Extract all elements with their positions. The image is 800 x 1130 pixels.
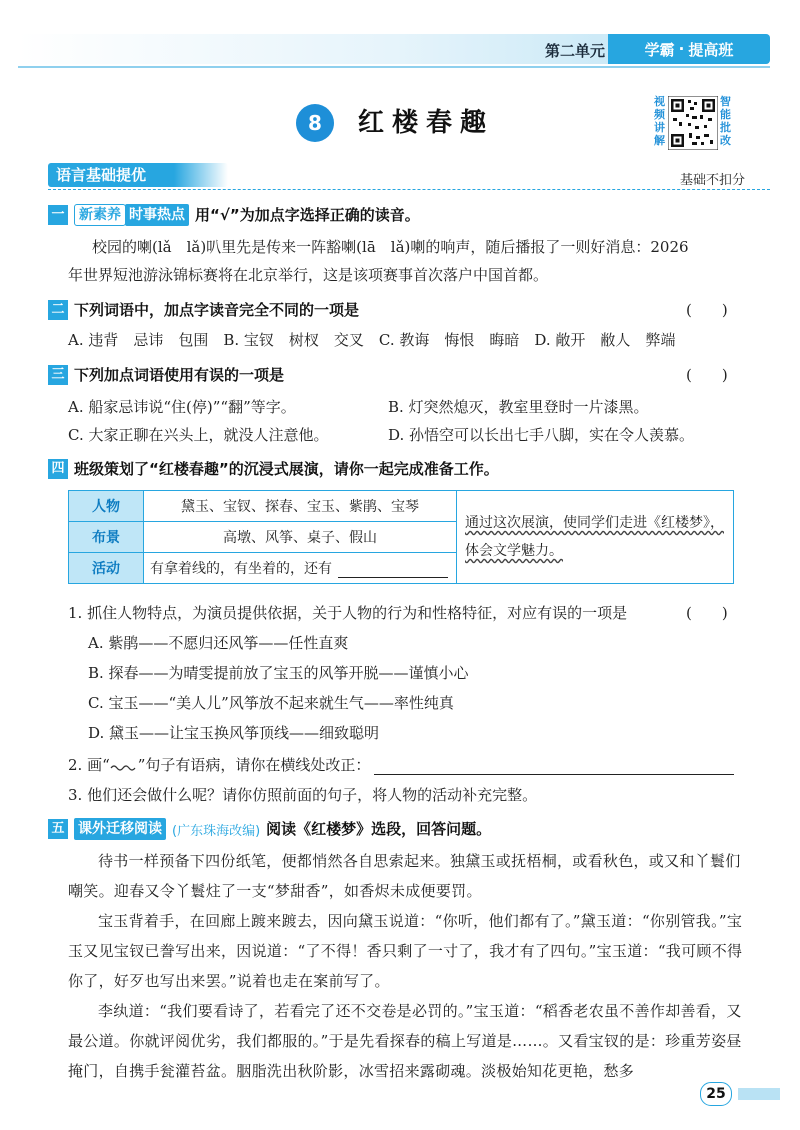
unit-label: 第二单元 bbox=[544, 42, 605, 60]
q2-header bbox=[48, 299, 359, 321]
q1-header bbox=[48, 204, 420, 226]
reading-paragraph-1: 待书一样预备下四份纸笔，便都悄然各自思索起来。独黛玉或抚梧桐，或看秋色，或又和丫鬟们嘲笑。迎春又令丫鬟炷了一支“梦甜香”，如香烬未成便要罚。 bbox=[68, 852, 741, 900]
lesson-number-badge: 8 bbox=[296, 104, 334, 142]
exhibition-table bbox=[68, 490, 734, 584]
q4-prompt: 班级策划了“红楼春趣”的沉浸式展演，请你一起完成准备工作。 bbox=[74, 460, 499, 478]
section-right-note: 基础不扣分 bbox=[680, 173, 746, 188]
q4-sub2-answer-line[interactable] bbox=[374, 756, 734, 775]
table-cell-characters: 黛玉、宝钗、探春、宝玉、紫鹃、宝琴 bbox=[144, 491, 457, 522]
q4-sub1-option-c: C. 宝玉——“美人儿”风筝放不起来就生气——率性纯真 bbox=[88, 694, 454, 712]
section-title: 语言基础提优 bbox=[48, 163, 228, 187]
q2-prompt: 下列词语中，加点字读音完全不同的一项是 bbox=[74, 301, 360, 319]
q4-sub1-option-b: B. 探春——为晴雯提前放了宝玉的风筝开脱——谨慎小心 bbox=[88, 664, 469, 682]
q5-header bbox=[48, 818, 491, 840]
wavy-line-icon bbox=[110, 758, 138, 772]
q5-prompt: 阅读《红楼梦》选段，回答问题。 bbox=[266, 820, 492, 838]
reading-paragraph-2: 宝玉背着手，在回廊上踱来踱去，因向黛玉说道：“你听，他们都有了。”黛玉道：“你别管我。”宝玉又见宝钗已誊写出来，因说道：“了不得！香只剩了一寸了，我才有了四句。”宝玉道：“我可顾不得你了，好歹也写出来罢。”说着也走在案前写了。 bbox=[68, 912, 743, 990]
q4-sub2-suffix: ”句子有语病，请你在横线处改正： bbox=[137, 756, 371, 774]
qr-code-icon[interactable] bbox=[668, 96, 718, 150]
reading-paragraph-3: 李纨道：“我们要看诗了，若看完了还不交卷是必罚的。”宝玉道：“稻香老农虽不善作却善看，又最公道。你就评阅优劣，我们都服的。”于是先看探春的稿上写道是……。又看宝钗的是：珍重芳姿昼掩门，自携手瓮灌苔盆。胭脂洗出秋阶影，冰雪招来露砌魂。淡极始知花更艳，愁多 bbox=[68, 1002, 742, 1080]
q1-prompt: 用“√”为加点字选择正确的读音。 bbox=[195, 206, 420, 224]
q4-sub2 bbox=[68, 754, 734, 776]
series-label bbox=[608, 34, 770, 64]
section-divider bbox=[48, 189, 770, 190]
q2-number: 二 bbox=[48, 300, 68, 320]
table-cell-activity bbox=[144, 553, 457, 584]
series-part1: 学霸 bbox=[644, 40, 675, 59]
table-head-activity: 活动 bbox=[69, 553, 144, 584]
q2-options: A. 违背 忌讳 包围 B. 宝钗 树杈 交叉 C. 教诲 悔恨 晦暗 D. 敞开 敝人 弊端 bbox=[68, 331, 676, 349]
table-row bbox=[69, 491, 734, 522]
page-number-strip bbox=[738, 1088, 780, 1100]
q5-source: (广东珠海改编) bbox=[172, 823, 261, 839]
q3-prompt: 下列加点词语使用有误的一项是 bbox=[74, 366, 285, 384]
q3-option-d: D. 孙悟空可以长出七手八脚，实在令人羡慕。 bbox=[388, 426, 695, 444]
q4-sub2-prefix: 2. 画“ bbox=[68, 756, 110, 774]
activity-text: 有拿着线的，有坐着的，还有 bbox=[150, 561, 332, 577]
q4-sub1-option-a: A. 紫鹃——不愿归还风筝——任性直爽 bbox=[88, 634, 349, 652]
series-sep: · bbox=[678, 40, 685, 58]
q1-line1: 校园的喇(lǎ lǎ)叭里先是传来一阵豁喇(lā lǎ)喇的响声，随后播报了一则好消息：2026 bbox=[92, 238, 689, 256]
q3-number: 三 bbox=[48, 365, 68, 385]
q5-tag-reading: 课外迁移阅读 bbox=[74, 818, 166, 840]
page-number: 25 bbox=[700, 1082, 732, 1106]
activity-blank[interactable] bbox=[338, 561, 448, 578]
table-note bbox=[457, 491, 734, 584]
q1-tag-current-events: 时事热点 bbox=[125, 204, 189, 226]
series-part2: 提高班 bbox=[688, 40, 734, 59]
table-head-characters: 人物 bbox=[69, 491, 144, 522]
table-cell-scenery: 高墩、风筝、桌子、假山 bbox=[144, 522, 457, 553]
q4-sub1: 1. 抓住人物特点，为演员提供依据，关于人物的行为和性格特征，对应有误的一项是 bbox=[68, 604, 628, 622]
q1-number: 一 bbox=[48, 205, 68, 225]
q3-option-b: B. 灯突然熄灭，教室里登时一片漆黑。 bbox=[388, 398, 649, 416]
q4-number: 四 bbox=[48, 459, 68, 479]
q3-answer-paren[interactable]: ( ) bbox=[686, 366, 728, 384]
qr-left-label: 视频讲解 bbox=[654, 95, 665, 147]
q1-tag-new-literacy: 新素养 bbox=[74, 204, 126, 226]
q3-option-a: A. 船家忌讳说“住(停)”“翻”等字。 bbox=[68, 398, 296, 416]
q4-sub3: 3. 他们还会做什么呢？请你仿照前面的句子，将人物的活动补充完整。 bbox=[68, 786, 538, 804]
q3-option-c: C. 大家正聊在兴头上，就没人注意他。 bbox=[68, 426, 329, 444]
q1-line2: 年世界短池游泳锦标赛将在北京举行，这是该项赛事首次落户中国首都。 bbox=[68, 266, 549, 284]
q4-sub1-paren[interactable]: ( ) bbox=[686, 604, 728, 622]
q4-sub1-option-d: D. 黛玉——让宝玉换风筝顶线——细致聪明 bbox=[88, 724, 380, 742]
table-note-text: 通过这次展演，使同学们走进《红楼梦》，体会文学魅力。 bbox=[465, 515, 724, 559]
q4-header bbox=[48, 458, 499, 480]
header-rule bbox=[18, 66, 770, 68]
q2-answer-paren[interactable]: ( ) bbox=[686, 301, 728, 319]
q5-number: 五 bbox=[48, 819, 68, 839]
qr-right-label: 智能批改 bbox=[720, 95, 731, 147]
lesson-title: 红楼春趣 bbox=[358, 108, 495, 138]
q3-header bbox=[48, 364, 284, 386]
table-head-scenery: 布景 bbox=[69, 522, 144, 553]
